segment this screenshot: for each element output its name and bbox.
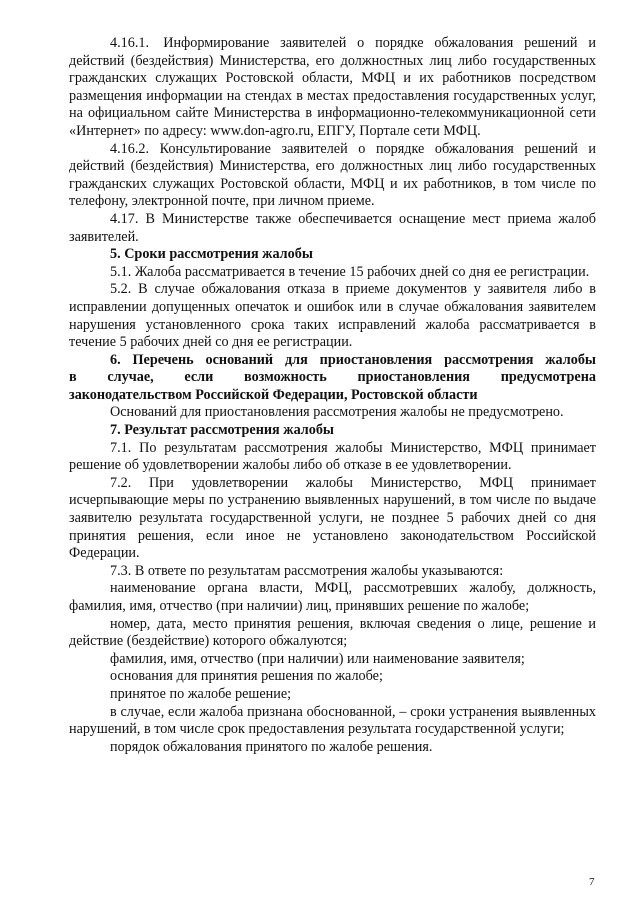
page-number: 7 (589, 876, 595, 888)
paragraph-7-1: 7.1. По результатам рассмотрения жалобы Министерство, МФЦ принимает решение об удовлетворении жалобы либо об отказе в ее удовлетворении. (69, 439, 596, 474)
list-item-decision: принятое по жалобе решение; (110, 685, 292, 702)
paragraph-4-16-1: 4.16.1. Информирование заявителей о порядке обжалования решений и действий (бездействия) Министерства, его должностных лиц либо государственных гражданских служащих Ростовской области, МФЦ и их работников посредством размещения информации на стендах в местах предоставления государственных услуг, на официальном сайте Министерства в информационно-телекоммуникационной сети «Интернет» по адресу: www.don-agro.ru, ЕПГУ, Портале сети МФЦ. (69, 35, 596, 139)
section-heading-7: 7. Результат рассмотрения жалобы (110, 422, 335, 439)
paragraph-5-1: 5.1. Жалоба рассматривается в течение 15 рабочих дней со дня ее регистрации. (110, 263, 590, 280)
document-page (69, 35, 596, 756)
paragraph-5-2: 5.2. В случае обжалования отказа в приеме документов у заявителя либо в исправлении допущенных опечаток и ошибок или в случае обжалования заявителем нарушения установленного срока таких исправлений жалоба рассматривается в течение 5 рабочих дней со дня ее регистрации. (69, 281, 596, 351)
section-heading-5: 5. Сроки рассмотрения жалобы (110, 246, 313, 263)
list-item-authority-name: наименование органа власти, МФЦ, рассмотревших жалобу, должность, фамилия, имя, отчество (при наличии) лиц, принявших решение по жалобе; (69, 580, 596, 614)
list-item-remedy-terms: в случае, если жалоба признана обоснованной, – сроки устранения выявленных нарушений, в том числе срок предоставления результата государственной услуги; (69, 703, 596, 738)
list-item-applicant-name: фамилия, имя, отчество (при наличии) или наименование заявителя; (110, 650, 525, 667)
section-heading-6-line-2: в случае, если возможность приостановления предусмотрена (69, 369, 596, 386)
list-item-decision-grounds: основания для принятия решения по жалобе; (110, 668, 383, 685)
paragraph-7-2: 7.2. При удовлетворении жалобы Министерство, МФЦ принимает исчерпывающие меры по устранению выявленных нарушений, в том числе по выдаче заявителю результата государственной услуги, не позднее 5 рабочих дней со дня принятия решения, если иное не установлено законодательством Российской Федерации. (69, 474, 596, 562)
list-item-appeal-procedure: порядок обжалования принятого по жалобе решения. (110, 738, 433, 755)
paragraph-4-16-2: 4.16.2. Консультирование заявителей о порядке обжалования решений и действий (бездействия) Министерства, его должностных лиц либо государственных гражданских служащих Ростовской области, МФЦ и их работников, в том числе по телефону, электронной почте, при личном приеме. (69, 140, 596, 210)
paragraph-4-17: 4.17. В Министерстве также обеспечивается оснащение мест приема жалоб заявителей. (69, 210, 596, 245)
list-item-decision-details: номер, дата, место принятия решения, включая сведения о лице, решение и действие (бездействие) которого обжалуются; (69, 615, 596, 650)
section-heading-6-line-1: 6. Перечень оснований для приостановления рассмотрения жалобы (110, 351, 596, 368)
section-heading-6-line-3: законодательством Российской Федерации, Ростовской области (69, 386, 478, 403)
paragraph-6: Оснований для приостановления рассмотрения жалобы не предусмотрено. (110, 404, 564, 421)
section-heading-6 (69, 352, 596, 405)
paragraph-7-3: 7.3. В ответе по результатам рассмотрения жалобы указываются: (110, 562, 504, 579)
